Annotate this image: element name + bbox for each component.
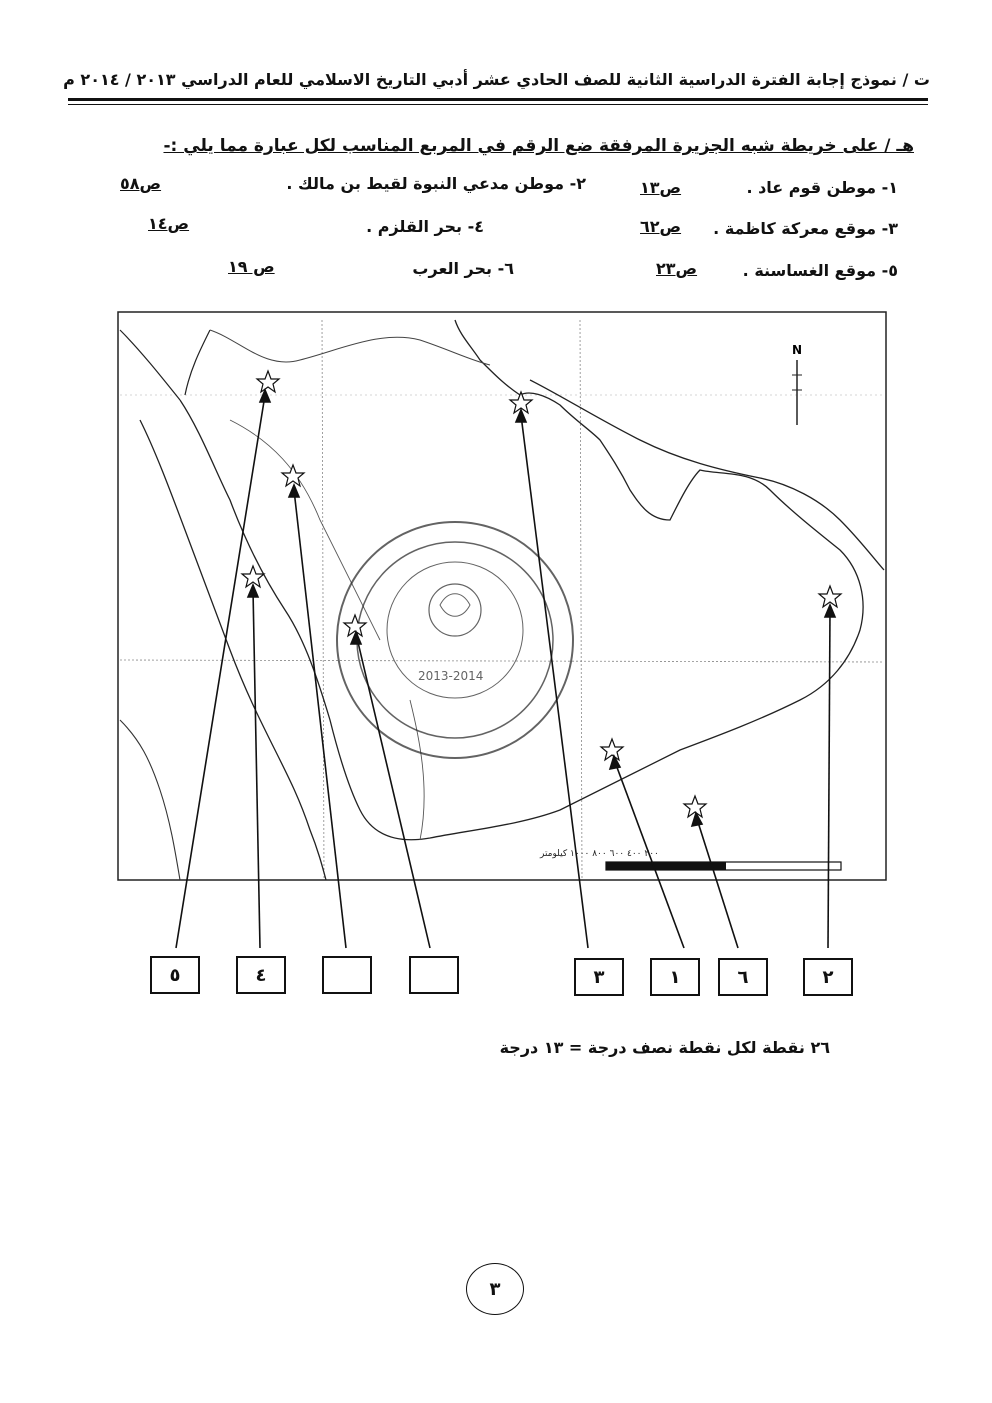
- north-border: [210, 330, 490, 365]
- answer-box[interactable]: ٣: [574, 958, 624, 996]
- map-grid-line: [322, 320, 324, 880]
- lower-left-coast: [120, 720, 180, 880]
- star-marker: [601, 739, 623, 760]
- item-5-page: ص٢٣: [656, 259, 698, 278]
- item-2-page: ص٥٨: [120, 174, 162, 193]
- item-5-label: ٥- موقع الغساسنة .: [742, 261, 898, 280]
- item-3-page: ص٦٢: [640, 217, 682, 236]
- answer-box[interactable]: ١: [650, 958, 700, 996]
- official-stamp: [337, 522, 573, 758]
- interior-border: [230, 420, 380, 640]
- answer-box[interactable]: ٤: [236, 956, 286, 994]
- answer-box[interactable]: ٢: [803, 958, 853, 996]
- sinai-coast: [120, 330, 210, 400]
- gulf-coast-north: [455, 320, 520, 395]
- question-text: هـ / على خريطة شبه الجزيرة المرفقة ضع الرقم في المربع المناسب لكل عبارة مما يلي :-: [163, 136, 914, 156]
- scale-label: ٢٠٠ ٤٠٠ ٦٠٠ ٨٠٠ ١٠٠٠ كيلومتر: [540, 849, 659, 859]
- item-2-label: ٢- موطن مدعي النبوة لقيط بن مالك .: [286, 174, 586, 193]
- grading-note: ٢٦ نقطة لكل نقطة نصف درجة = ١٣ درجة: [499, 1038, 830, 1057]
- answer-box[interactable]: ٦: [718, 958, 768, 996]
- stamp-year: 2013-2014: [418, 669, 484, 683]
- answer-box[interactable]: ٥: [150, 956, 200, 994]
- item-1-label: ١- موطن قوم عاد .: [746, 178, 898, 197]
- item-6-label: ٦- بحر العرب: [412, 259, 514, 278]
- gulf-coast-iran: [530, 380, 884, 570]
- item-3-label: ٣- موقع معركة كاظمة .: [713, 219, 898, 238]
- item-6-page: ص ١٩: [228, 257, 275, 276]
- african-coastline: [140, 420, 326, 880]
- map-grid-line: [580, 320, 582, 880]
- item-4-page: ص١٤: [148, 214, 190, 233]
- document-header: ت / نموذج إجابة الفترة الدراسية الثانية للصف الحادي عشر أدبي التاريخ الاسلامي للعام الدراسي ٢٠١٣ / ٢٠١٤ م: [63, 70, 930, 89]
- pointer-arrows: [176, 390, 835, 948]
- item-4-label: ٤- بحر القلزم .: [366, 217, 484, 236]
- north-label: N: [792, 343, 803, 357]
- item-1-page: ص١٣: [640, 178, 682, 197]
- page-number: ٣: [466, 1263, 524, 1315]
- answer-box[interactable]: [322, 956, 372, 994]
- star-marker: [257, 371, 279, 392]
- interior-border: [410, 700, 424, 840]
- answer-box[interactable]: [409, 956, 459, 994]
- scale-bar-fill: [606, 862, 726, 870]
